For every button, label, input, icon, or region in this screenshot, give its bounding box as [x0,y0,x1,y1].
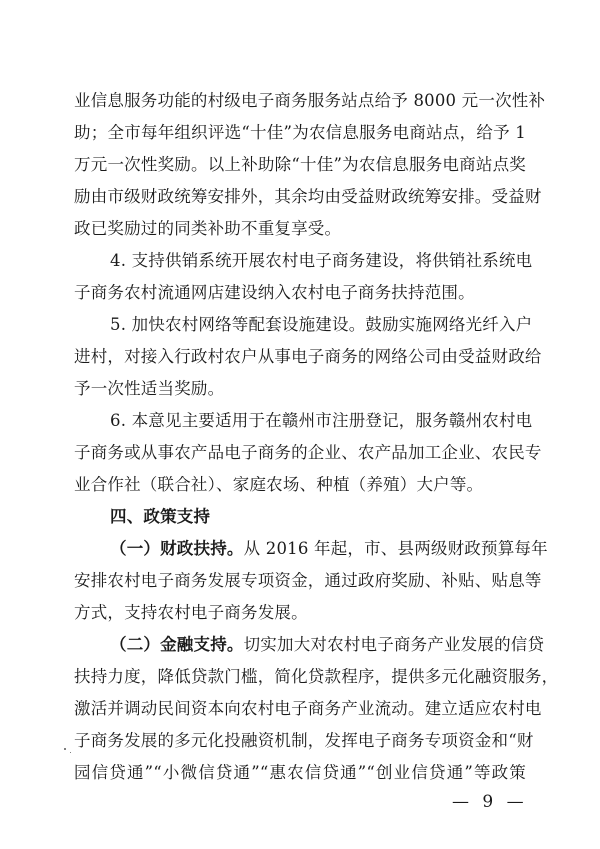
p6-line-4: 子商务发展的多元化投融资机制，发挥电子商务专项资金和“财 [74,731,534,750]
p5-line-1 [110,538,548,560]
scan-speck [70,752,71,753]
p4-line-1: 6. 本意见主要适用于在赣州市注册登记，服务赣州农村电 [110,411,533,430]
p2-line-1: 4. 支持供销系统开展农村电子商务建设，将供销社系统电 [110,251,533,270]
p3-line-3: 予一次性适当奖励。 [74,379,225,398]
p1-line-5: 政已奖励过的同类补助不重复享受。 [74,219,342,238]
scan-speck [64,748,66,750]
p1-line-1: 业信息服务功能的村级电子商务服务站点给予 8000 元一次性补 [74,91,546,110]
p5-first-rest: 从 2016 年起，市、县两级财政预算每年 [243,539,548,558]
p6-line-3: 激活并调动民间资本向农村电子商务产业流动。建立适应农村电 [74,699,542,718]
p1-line-3: 万元一次性奖励。以上补助除“十佳”为农信息服务电商站点奖 [74,155,526,174]
p5-line-3: 方式，支持农村电子商务发展。 [74,603,308,622]
p1-line-2: 助；全市每年组织评选“十佳”为农信息服务电商站点，给予 1 [74,123,526,142]
p2-line-2: 子商务农村流通网店建设纳入农村电子商务扶持范围。 [74,283,475,302]
p5-line-2: 安排农村电子商务发展专项资金，通过政府奖励、补贴、贴息等 [74,571,542,590]
p4-line-2: 子商务或从事农产品电子商务的企业、农产品加工企业、农民专 [74,443,542,462]
p6-first-rest: 切实加大对农村电子商务产业发展的信贷 [243,635,545,654]
p6-bold-lead: （二）金融支持。 [110,635,244,654]
p5-bold-lead: （一）财政扶持。 [110,539,244,558]
p6-line-1 [110,634,545,656]
p6-line-5: 园信贷通”“小微信贷通”“惠农信贷通”“创业信贷通”等政策 [74,763,526,782]
p3-line-1: 5. 加快农村网络等配套设施建设。鼓励实施网络光纤入户 [110,315,533,334]
p1-line-4: 励由市级财政统筹安排外，其余均由受益财政统筹安排。受益财 [74,187,542,206]
section-heading: 四、政策支持 [110,507,211,526]
p6-line-2: 扶持力度，降低贷款门槛，简化贷款程序，提供多元化融资服务， [74,667,559,686]
p4-line-3: 业合作社（联合社）、家庭农场、种植（养殖）大户等。 [74,475,484,494]
page-number: — 9 — [452,792,528,812]
p3-line-2: 进村，对接入行政村农户从事电子商务的网络公司由受益财政给 [74,347,542,366]
